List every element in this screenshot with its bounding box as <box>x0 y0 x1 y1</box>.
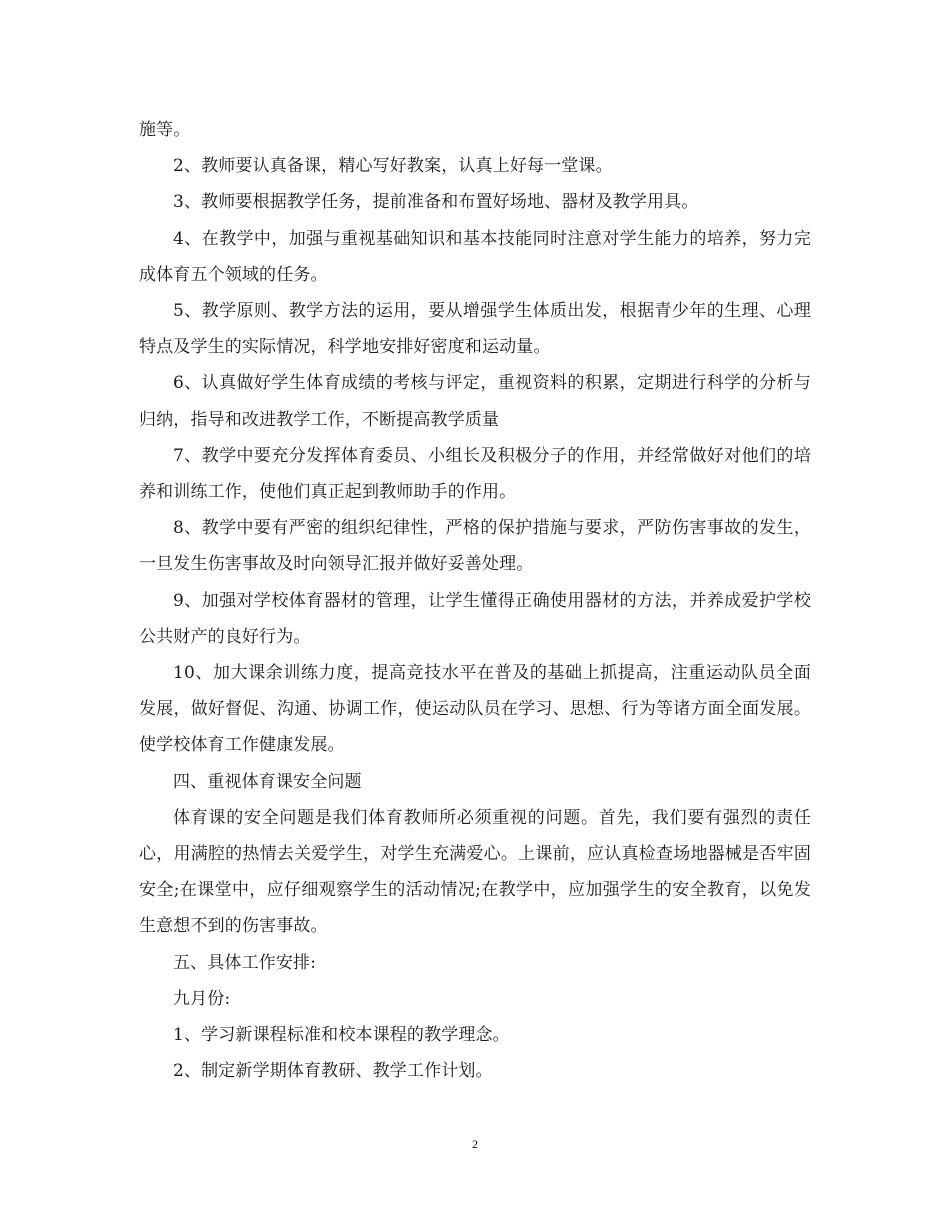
paragraph: 5、教学原则、教学方法的运用，要从增强学生体质出发，根据青少年的生理、心理特点及学生的实际情况，科学地安排好密度和运动量。 <box>139 301 811 358</box>
subheading-month: 九月份: <box>173 988 231 1009</box>
paragraph: 10、加大课余训练力度，提高竞技水平在普及的基础上抓提高，注重运动队员全面发展，做好督促、沟通、协调工作，使运动队员在学习、思想、行为等诸方面全面发展。使学校体育工作健康发展。 <box>139 663 811 756</box>
paragraph: 9、加强对学校体育器材的管理，让学生懂得正确使用器材的方法，并养成爱护学校公共财产的良好行为。 <box>139 590 811 647</box>
paragraph: 施等。 <box>139 120 191 140</box>
section-heading: 四、重视体育课安全问题 <box>173 771 362 792</box>
paragraph: 7、教学中要充分发挥体育委员、小组长及积极分子的作用，并经常做好对他们的培养和训练工作，使他们真正起到教师助手的作用。 <box>139 445 811 503</box>
paragraph: 2、制定新学期体育教研、教学工作计划。 <box>173 1061 493 1082</box>
section-heading: 五、具体工作安排: <box>173 952 317 973</box>
paragraph: 2、教师要认真备课，精心写好教案，认真上好每一堂课。 <box>173 156 613 177</box>
paragraph: 体育课的安全问题是我们体育教师所必须重视的问题。首先，我们要有强烈的责任心，用满腔的热情去关爱学生，对学生充满爱心。上课前，应认真检查场地器械是否牢固安全;在课堂中，应仔细观察学生的活动情况;在教学中，应加强学生的安全教育，以免发生意想不到的伤害事故。 <box>139 807 811 937</box>
paragraph: 6、认真做好学生体育成绩的考核与评定，重视资料的积累，定期进行科学的分析与归纳，指导和改进教学工作，不断提高教学质量 <box>139 373 811 430</box>
paragraph: 1、学习新课程标准和校本课程的教学理念。 <box>173 1025 510 1046</box>
page-number: 2 <box>472 1137 478 1151</box>
page-content <box>139 112 811 1089</box>
paragraph: 8、教学中要有严密的组织纪律性，严格的保护措施与要求，严防伤害事故的发生，一旦发生伤害事故及时向领导汇报并做好妥善处理。 <box>139 518 811 575</box>
paragraph: 3、教师要根据教学任务，提前准备和布置好场地、器材及教学用具。 <box>173 192 699 213</box>
paragraph: 4、在教学中，加强与重视基础知识和基本技能同时注意对学生能力的培养，努力完成体育五个领域的任务。 <box>139 228 811 285</box>
